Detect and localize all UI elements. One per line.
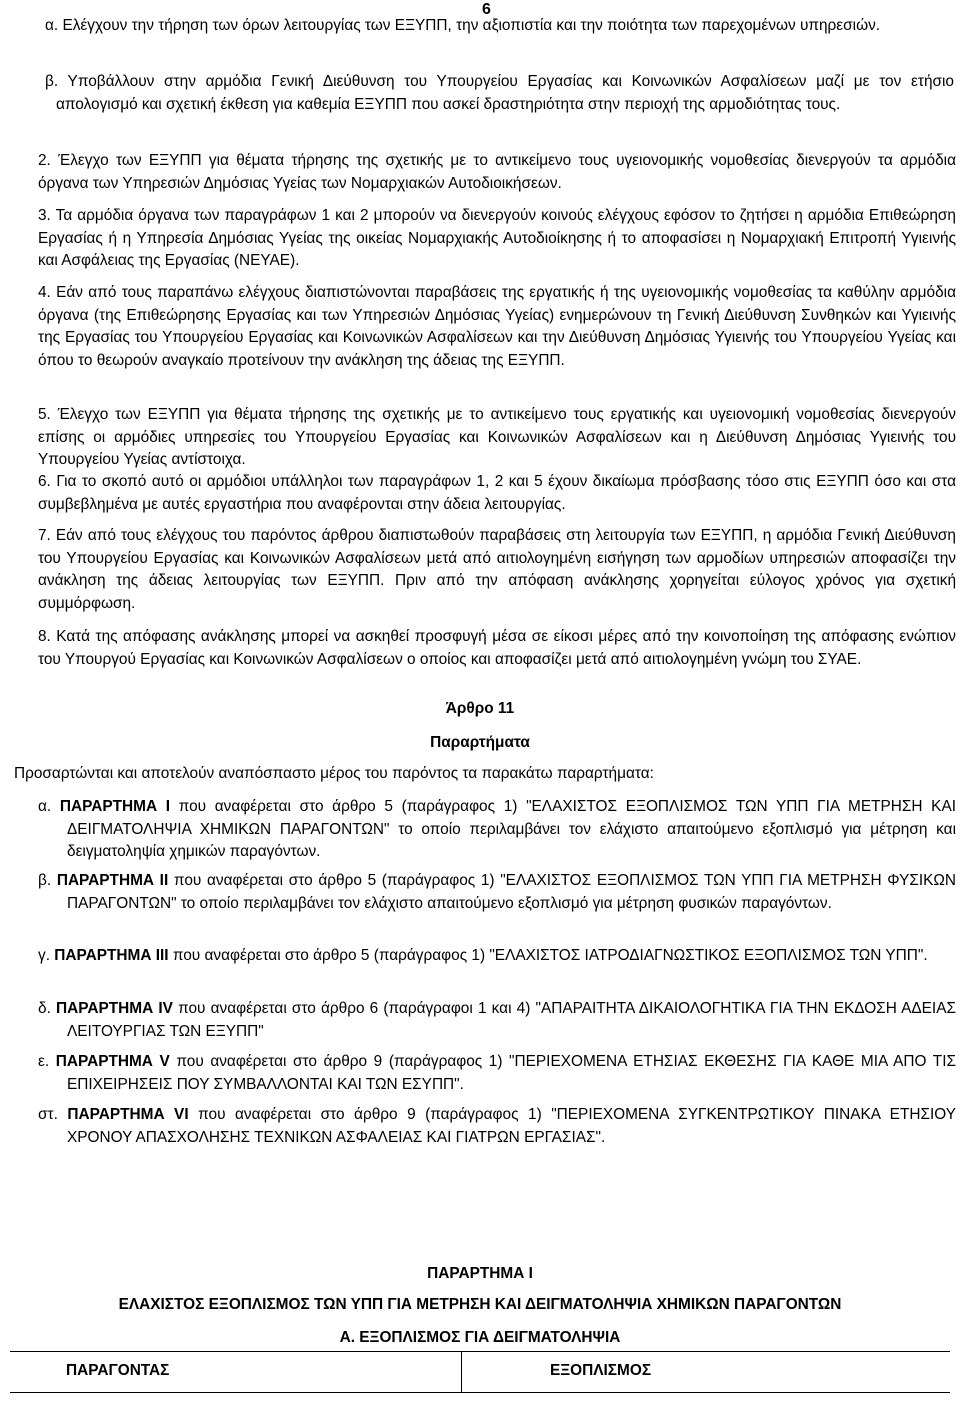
para-6: 6. Για το σκοπό αυτό οι αρμόδιοι υπάλληλοι των παραγράφων 1, 2 και 5 έχουν δικαίωμα πρόσβασης τόσο στις ΕΞΥΠΠ όσο και στα συμβεβλημένα με αυτές εργαστήρια που αναφέρονται στην άδεια λειτουργίας. [38, 473, 956, 513]
annex-label: γ. [38, 947, 50, 964]
annex-text: που αναφέρεται στο άρθρο 9 (παράγραφος 1) "ΠΕΡΙΕΧΟΜΕΝΑ ΕΤΗΣΙΑΣ ΕΚΘΕΣΗΣ ΓΙΑ ΚΑΘΕ ΜΙΑ ΑΠΟ ΤΙΣ ΕΠΙΧΕΙΡΗΣΕΙΣ ΠΟΥ ΣΥΜΒΑΛΛΟΝΤΑΙ ΚΑΙ ΤΩΝ ΕΣΥΠΠ". [67, 1053, 957, 1093]
annex-text: που αναφέρεται στο άρθρο 5 (παράγραφος 1) "ΕΛΑΧΙΣΤΟΣ ΕΞΟΠΛΙΣΜΟΣ ΤΩΝ ΥΠΠ ΓΙΑ ΜΕΤΡΗΣΗ ΦΥΣΙΚΩΝ ΠΑΡΑΓΟΝΤΩΝ" το οποίο περιλαμβάνει τον ελάχιστο απαιτούμενο εξοπλισμό για μέτρηση φυσικών παραγόντων. [67, 872, 957, 912]
table-header-equipment: ΕΞΟΠΛΙΣΜΟΣ [550, 1362, 652, 1379]
annex-name: ΠΑΡΑΡΤΗΜΑ ΙΙΙ [54, 947, 169, 964]
para-beta: β. Υποβάλλουν στην αρμόδια Γενική Διεύθυνση του Υπουργείου Εργασίας και Κοινωνικών Ασφαλίσεων μαζί με τον ετήσιο απολογισμό και σχετική έκθεση για καθεμία ΕΞΥΠΠ που ασκεί δραστηριότητα στην περιοχή της αρμοδιότητας τους. [45, 73, 954, 113]
annex-name: ΠΑΡΑΡΤΗΜΑ Ι [59, 798, 171, 815]
annex-text: που αναφέρεται στο άρθρο 9 (παράγραφος 1) "ΠΕΡΙΕΧΟΜΕΝΑ ΣΥΓΚΕΝΤΡΩΤΙΚΟΥ ΠΙΝΑΚΑ ΕΤΗΣΙΟΥ ΧΡΟΝΟΥ ΑΠΑΣΧΟΛΗΣΗΣ ΤΕΧΝΙΚΩΝ ΑΣΦΑΛΕΙΑΣ ΚΑΙ ΓΙΑΤΡΩΝ ΕΡΓΑΣΙΑΣ". [67, 1106, 956, 1146]
article-title: Άρθρο 11 [445, 700, 515, 717]
annex-label: ε. [38, 1053, 50, 1070]
table-divider [461, 1352, 462, 1392]
annex-name: ΠΑΡΑΡΤΗΜΑ VI [67, 1106, 189, 1123]
table-header-factor: ΠΑΡΑΓΟΝΤΑΣ [66, 1362, 170, 1379]
para-4: 4. Εάν από τους παραπάνω ελέγχους διαπιστώνονται παραβάσεις της εργατικής ή της υγειονομικής νομοθεσίας τα καθύλην αρμόδια όργανα (της Επιθεώρησης Εργασίας και των Υπηρεσιών Δημόσιας Υγείας) ενημερώνουν τη Γενική Διεύθυνση Συνθηκών και Υγιεινής της Εργασίας του Υπουργείου Εργασίας και Κοινωνικών Ασφαλίσεων και την Διεύθυνση Δημόσιας Υγιεινής του Υπουργείου Υγείας και όπου το θεωρούν αναγκαίο προτείνουν την ανάκληση της άδειας της ΕΞΥΠΠ. [38, 284, 956, 369]
annex-label: στ. [38, 1106, 58, 1123]
annex-item [38, 870, 956, 915]
annex-item [38, 998, 956, 1043]
para-5: 5. Έλεγχο των ΕΞΥΠΠ για θέματα τήρησης της σχετικής με το αντικείμενο τους εργατικής και υγειονομική νομοθεσίας διενεργούν επίσης οι αρμόδιες υπηρεσίες του Υπουργείου Εργασίας και Κοινωνικών Ασφαλίσεων και η Διεύθυνση Δημόσιας Υγιεινής του Υπουργείου Υγείας αντίστοιχα. [38, 406, 956, 469]
para-2: 2. Έλεγχο των ΕΞΥΠΠ για θέματα τήρησης της σχετικής με το αντικείμενο τους υγειονομικής νομοθεσίας διενεργούν τα αρμόδια όργανα των Υπηρεσιών Δημόσιας Υγείας των Νομαρχιακών Αυτοδιοικήσεων. [38, 152, 956, 192]
annex-item [38, 796, 956, 864]
annex-label: δ. [38, 1000, 51, 1017]
article-subtitle: Παραρτήματα [430, 734, 530, 751]
annex-item [38, 1104, 956, 1149]
annex-text: που αναφέρεται στο άρθρο 5 (παράγραφος 1) "ΕΛΑΧΙΣΤΟΣ ΙΑΤΡΟΔΙΑΓΝΩΣΤΙΚΟΣ ΕΞΟΠΛΙΣΜΟΣ ΤΩΝ ΥΠΠ". [168, 947, 928, 964]
annex-label: β. [38, 872, 52, 889]
annex-name: ΠΑΡΑΡΤΗΜΑ V [55, 1053, 170, 1070]
annex-name: ΠΑΡΑΡΤΗΜΑ ΙΙ [56, 872, 169, 889]
equipment-table [10, 1351, 950, 1393]
annex-name: ΠΑΡΑΡΤΗΜΑ IV [56, 1000, 173, 1017]
page-number: 6 [482, 1, 491, 18]
annex-item [38, 1051, 956, 1096]
annex-label: α. [38, 798, 52, 815]
annex1-title: ΠΑΡΑΡΤΗΜΑ Ι [427, 1265, 533, 1282]
para-8: 8. Κατά της απόφασης ανάκλησης μπορεί να ασκηθεί προσφυγή μέσα σε είκοσι μέρες από την κοινοποίηση της απόφασης ενώπιον του Υπουργού Εργασίας και Κοινωνικών Ασφαλίσεων ο οποίος και αποφασίζει μετά από αιτιολογημένη γνώμη του ΣΥΑΕ. [38, 628, 956, 668]
annex-item [38, 945, 956, 968]
annex-text: που αναφέρεται στο άρθρο 6 (παράγραφοι 1 και 4) "ΑΠΑΡΑΙΤΗΤΑ ΔΙΚΑΙΟΛΟΓΗΤΙΚΑ ΓΙΑ ΤΗΝ ΕΚΔΟΣΗ ΑΔΕΙΑΣ ΛΕΙΤΟΥΡΓΙΑΣ ΤΩΝ ΕΞΥΠΠ" [67, 1000, 956, 1040]
annex-text: που αναφέρεται στο άρθρο 5 (παράγραφος 1) "ΕΛΑΧΙΣΤΟΣ ΕΞΟΠΛΙΣΜΟΣ ΤΩΝ ΥΠΠ ΓΙΑ ΜΕΤΡΗΣΗ ΚΑΙ ΔΕΙΓΜΑΤΟΛΗΨΙΑ ΧΗΜΙΚΩΝ ΠΑΡΑΓΟΝΤΩΝ" το οποίο περιλαμβάνει τον ελάχιστο απαιτούμενο εξοπλισμό για μέτρηση και δειγματοληψία χημικών παραγόντων. [67, 798, 956, 861]
para-alpha: α. Ελέγχουν την τήρηση των όρων λειτουργίας των ΕΞΥΠΠ, την αξιοπιστία και την ποιότητα των παρεχομένων υπηρεσιών. [45, 17, 881, 34]
para-7: 7. Εάν από τους ελέγχους του παρόντος άρθρου διαπιστωθούν παραβάσεις στη λειτουργία των ΕΞΥΠΠ, η αρμόδια Γενική Διεύθυνση του Υπουργείου Εργασίας και Κοινωνικών Ασφαλίσεων μετά από αιτιολογημένη εισήγηση των αρμοδίων υπηρεσιών αποφασίζει την ανάκληση της άδειας λειτουργίας των ΕΞΥΠΠ. Πριν από την απόφαση ανάκλησης χορηγείται εύλογος χρόνος για σχετική συμμόρφωση. [38, 527, 956, 612]
annex-intro: Προσαρτώνται και αποτελούν αναπόσπαστο μέρος του παρόντος τα παρακάτω παραρτήματα: [14, 765, 654, 782]
annex1-subtitle: ΕΛΑΧΙΣΤΟΣ ΕΞΟΠΛΙΣΜΟΣ ΤΩΝ ΥΠΠ ΓΙΑ ΜΕΤΡΗΣΗ ΚΑΙ ΔΕΙΓΜΑΤΟΛΗΨΙΑ ΧΗΜΙΚΩΝ ΠΑΡΑΓΟΝΤΩΝ [118, 1296, 842, 1313]
section-a-title: Α. ΕΞΟΠΛΙΣΜΟΣ ΓΙΑ ΔΕΙΓΜΑΤΟΛΗΨΙΑ [339, 1329, 621, 1346]
para-3: 3. Τα αρμόδια όργανα των παραγράφων 1 και 2 μπορούν να διενεργούν κοινούς ελέγχους εφόσον το ζητήσει η αρμόδια Επιθεώρηση Εργασίας ή η Υπηρεσία Δημόσιας Υγείας της οικείας Νομαρχιακής Αυτοδιοίκησης ή το αποφασίσει η Νομαρχιακή Επιτροπή Υγιεινής και Ασφάλειας της Εργασίας (ΝΕΥΑΕ). [38, 207, 956, 270]
